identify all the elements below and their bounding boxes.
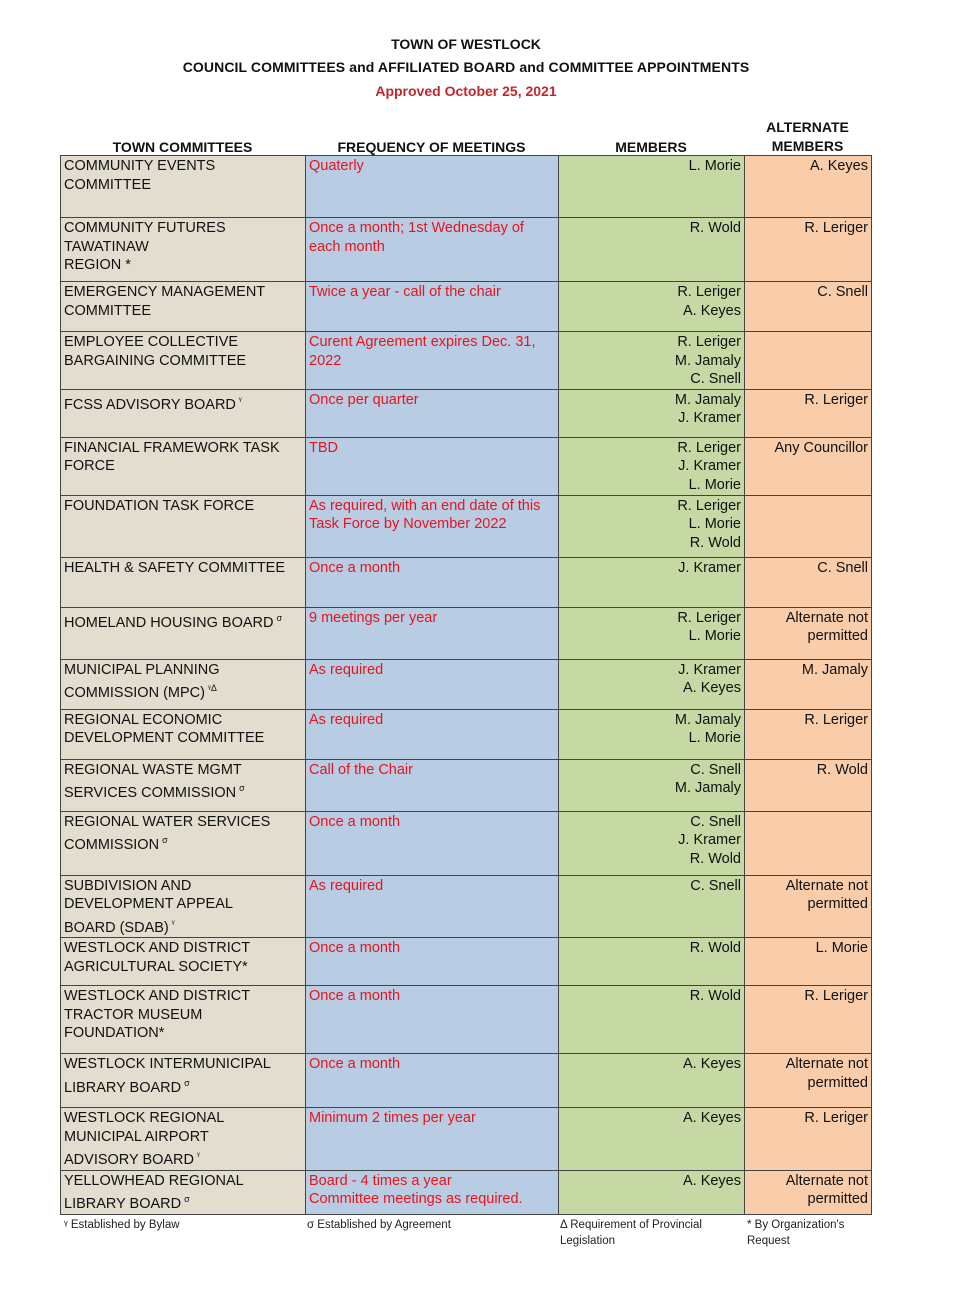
members-cell-line: A. Keyes bbox=[682, 1110, 741, 1126]
committee-cell-line: REGIONAL ECONOMIC bbox=[64, 711, 223, 728]
table-row bbox=[61, 659, 872, 709]
members-cell-line: R. Leriger bbox=[677, 497, 741, 514]
members-cell bbox=[559, 938, 745, 986]
committee-cell-line: REGIONAL WATER SERVICES bbox=[64, 813, 271, 830]
committee-cell-line: COMMISSION (MPC) bbox=[64, 685, 205, 701]
frequency-cell bbox=[306, 938, 559, 986]
committee-cell-last-line bbox=[64, 914, 302, 938]
footnote-organization-line-2: Request bbox=[747, 1235, 790, 1247]
members-cell bbox=[559, 1108, 745, 1171]
committee-cell bbox=[61, 759, 306, 811]
committee-cell bbox=[61, 1170, 306, 1214]
alternate-cell-line: Alternate not bbox=[785, 1172, 868, 1189]
members-cell bbox=[559, 659, 745, 709]
alternate-cell-line: R. Leriger bbox=[804, 220, 868, 236]
table-row bbox=[61, 282, 872, 332]
committee-cell bbox=[61, 1054, 306, 1108]
alternate-cell bbox=[745, 282, 872, 332]
alternate-cell-line: permitted bbox=[807, 628, 868, 644]
members-cell-line: M. Jamaly bbox=[674, 711, 741, 728]
footnote-mark: σ bbox=[162, 835, 168, 845]
members-cell-line: R. Wold bbox=[689, 850, 741, 867]
committee-cell-line: TAWATINAW bbox=[64, 238, 149, 255]
table-row bbox=[61, 495, 872, 557]
members-cell-line: R. Leriger bbox=[677, 439, 741, 456]
committee-cell-line: SUBDIVISION AND bbox=[64, 877, 192, 894]
committee-cell-last-line bbox=[64, 1074, 302, 1098]
members-cell bbox=[559, 1170, 745, 1214]
committee-cell-line: FOUNDATION TASK FORCE bbox=[64, 497, 255, 514]
frequency-cell bbox=[306, 875, 559, 938]
committee-cell-line: BOARD (SDAB) bbox=[64, 919, 169, 936]
frequency-cell-line: Once a month; 1st Wednesday of bbox=[309, 220, 524, 236]
table-row bbox=[61, 389, 872, 437]
committee-cell-line: REGIONAL WASTE MGMT bbox=[64, 761, 242, 778]
alternate-cell bbox=[745, 875, 872, 938]
members-cell bbox=[559, 709, 745, 759]
committee-cell-line: WESTLOCK AND DISTRICT bbox=[64, 988, 251, 1004]
frequency-cell-line: each month bbox=[309, 238, 385, 255]
footnote-mark: σ bbox=[184, 1194, 190, 1204]
table-row bbox=[61, 557, 872, 607]
committee-cell-line: YELLOWHEAD REGIONAL bbox=[64, 1172, 244, 1189]
alternate-cell bbox=[745, 709, 872, 759]
alternate-cell-line: permitted bbox=[807, 1074, 868, 1091]
members-cell bbox=[559, 811, 745, 875]
frequency-cell-line: As required, with an end date of this bbox=[309, 497, 541, 514]
members-cell-line: J. Kramer bbox=[678, 661, 741, 678]
alternate-cell bbox=[745, 607, 872, 659]
members-cell-line: R. Wold bbox=[689, 940, 741, 956]
column-header-members: MEMBERS bbox=[615, 139, 687, 155]
alternate-cell-line: Alternate not bbox=[785, 609, 868, 626]
committee-cell-last-line bbox=[64, 679, 302, 703]
footnote-agreement: σ Established by Agreement bbox=[307, 1219, 451, 1231]
frequency-cell bbox=[306, 495, 559, 557]
committee-cell-line: COMMISSION bbox=[64, 837, 160, 853]
alternate-cell bbox=[745, 218, 872, 282]
footnote-mark: σ bbox=[184, 1077, 190, 1088]
footnote-organization-line-1: * By Organization's bbox=[747, 1219, 845, 1231]
frequency-cell bbox=[306, 389, 559, 437]
committee-cell-line: LIBRARY BOARD bbox=[64, 1196, 182, 1212]
alternate-cell bbox=[745, 811, 872, 875]
committee-cell-last-line bbox=[64, 609, 302, 633]
members-cell-line: L. Morie bbox=[688, 516, 741, 532]
alternate-cell bbox=[745, 1054, 872, 1108]
appointments-table-body bbox=[61, 156, 872, 1215]
members-cell bbox=[559, 218, 745, 282]
alternate-cell bbox=[745, 332, 872, 390]
alternate-cell-line: permitted bbox=[807, 1191, 868, 1207]
members-cell-line: A. Keyes bbox=[682, 1172, 741, 1189]
committee-cell-line: EMPLOYEE COLLECTIVE bbox=[64, 334, 239, 350]
frequency-cell-line: Twice a year - call of the chair bbox=[309, 284, 501, 300]
members-cell bbox=[559, 557, 745, 607]
frequency-cell-line: Quaterly bbox=[309, 158, 364, 174]
table-row bbox=[61, 709, 872, 759]
alternate-cell-line: R. Wold bbox=[816, 761, 868, 778]
alternate-cell-line: M. Jamaly bbox=[801, 661, 868, 678]
table-row bbox=[61, 986, 872, 1054]
alternate-cell bbox=[745, 495, 872, 557]
table-row bbox=[61, 437, 872, 495]
committee-cell-line: COMMUNITY FUTURES bbox=[64, 220, 226, 236]
committee-cell bbox=[61, 811, 306, 875]
members-cell-line: R. Leriger bbox=[677, 284, 741, 300]
table-row bbox=[61, 938, 872, 986]
table-row bbox=[61, 332, 872, 390]
members-cell bbox=[559, 156, 745, 218]
members-cell bbox=[559, 986, 745, 1054]
members-cell bbox=[559, 437, 745, 495]
committee-cell-last-line bbox=[64, 391, 302, 415]
members-cell-line: L. Morie bbox=[688, 628, 741, 644]
committee-cell-line: DEVELOPMENT APPEAL bbox=[64, 896, 233, 912]
committee-cell bbox=[61, 1108, 306, 1171]
alternate-cell-line: A. Keyes bbox=[809, 158, 868, 174]
members-cell-line: R. Leriger bbox=[677, 609, 741, 626]
frequency-cell-line: As required bbox=[309, 877, 384, 894]
frequency-cell-line: 9 meetings per year bbox=[309, 609, 438, 626]
members-cell-line: L. Morie bbox=[688, 476, 741, 493]
members-cell-line: C. Snell bbox=[690, 877, 741, 894]
members-cell bbox=[559, 1054, 745, 1108]
footnote-provincial-line-1: Δ Requirement of Provincial bbox=[560, 1219, 702, 1231]
committee-cell-line: COMMITTEE bbox=[64, 176, 151, 193]
frequency-cell-line: Board - 4 times a year bbox=[309, 1172, 452, 1189]
committee-cell-line: DEVELOPMENT COMMITTEE bbox=[64, 730, 265, 746]
committee-cell bbox=[61, 659, 306, 709]
alternate-cell-line: R. Leriger bbox=[804, 391, 868, 408]
footnote-bylaw: ᵞ Established by Bylaw bbox=[64, 1219, 180, 1231]
alternate-cell-line: R. Leriger bbox=[804, 1110, 868, 1126]
members-cell bbox=[559, 607, 745, 659]
table-row bbox=[61, 1108, 872, 1171]
alternate-cell bbox=[745, 437, 872, 495]
members-cell-line: R. Wold bbox=[689, 220, 741, 236]
committee-cell-line: AGRICULTURAL SOCIETY* bbox=[64, 958, 248, 975]
approval-date: Approved October 25, 2021 bbox=[375, 83, 557, 99]
alternate-cell-line: C. Snell bbox=[817, 284, 868, 300]
committee-cell bbox=[61, 709, 306, 759]
frequency-cell bbox=[306, 1108, 559, 1171]
frequency-cell-line: As required bbox=[309, 661, 384, 678]
committee-cell bbox=[61, 437, 306, 495]
alternate-cell bbox=[745, 659, 872, 709]
alternate-cell bbox=[745, 938, 872, 986]
committee-cell-line: WESTLOCK INTERMUNICIPAL bbox=[64, 1056, 271, 1072]
alternate-cell-line: Any Councillor bbox=[774, 439, 868, 456]
members-cell bbox=[559, 389, 745, 437]
footnote-mark: σ bbox=[239, 783, 245, 793]
committee-cell bbox=[61, 495, 306, 557]
committee-cell-line: REGION * bbox=[64, 257, 131, 273]
committee-cell-line: FOUNDATION* bbox=[64, 1025, 165, 1041]
members-cell-line: A. Keyes bbox=[682, 680, 741, 696]
committee-cell-line: MUNICIPAL PLANNING bbox=[64, 661, 220, 678]
frequency-cell-line: Curent Agreement expires Dec. 31, bbox=[309, 334, 536, 350]
frequency-cell-line: TBD bbox=[309, 439, 338, 456]
frequency-cell-line: Once a month bbox=[309, 1056, 401, 1072]
members-cell bbox=[559, 875, 745, 938]
members-cell-line: L. Morie bbox=[688, 158, 741, 174]
members-cell-line: R. Wold bbox=[689, 534, 741, 551]
committee-cell bbox=[61, 557, 306, 607]
members-cell-line: C. Snell bbox=[690, 371, 741, 387]
alternate-cell-line: L. Morie bbox=[815, 940, 868, 956]
alternate-cell bbox=[745, 759, 872, 811]
members-cell-line: A. Keyes bbox=[682, 1056, 741, 1072]
members-cell bbox=[559, 495, 745, 557]
frequency-cell bbox=[306, 811, 559, 875]
committee-cell-line: MUNICIPAL AIRPORT bbox=[64, 1128, 209, 1145]
footnote-mark: ᵞ bbox=[197, 1150, 200, 1160]
committee-cell bbox=[61, 282, 306, 332]
frequency-cell-line: Committee meetings as required. bbox=[309, 1191, 523, 1207]
column-header-alternate-line-1: ALTERNATE bbox=[766, 119, 849, 135]
alternate-cell-line: R. Leriger bbox=[804, 988, 868, 1004]
alternate-cell-line: C. Snell bbox=[817, 559, 868, 576]
members-cell-line: R. Wold bbox=[689, 988, 741, 1004]
alternate-cell bbox=[745, 389, 872, 437]
frequency-cell-line: As required bbox=[309, 711, 384, 728]
frequency-cell bbox=[306, 1170, 559, 1214]
frequency-cell bbox=[306, 218, 559, 282]
committee-cell-line: FINANCIAL FRAMEWORK TASK bbox=[64, 439, 280, 456]
alternate-cell-line: Alternate not bbox=[785, 877, 868, 894]
committee-cell-line: BARGAINING COMMITTEE bbox=[64, 352, 247, 369]
frequency-cell-line: Call of the Chair bbox=[309, 761, 413, 778]
table-row bbox=[61, 875, 872, 938]
footnote-mark: σ bbox=[276, 612, 283, 623]
committee-cell-line: COMMITTEE bbox=[64, 302, 151, 319]
committee-cell bbox=[61, 875, 306, 938]
committee-cell bbox=[61, 156, 306, 218]
frequency-cell bbox=[306, 437, 559, 495]
committee-cell bbox=[61, 986, 306, 1054]
frequency-cell bbox=[306, 282, 559, 332]
frequency-cell bbox=[306, 557, 559, 607]
frequency-cell-line: 2022 bbox=[309, 352, 342, 369]
frequency-cell bbox=[306, 659, 559, 709]
footnote-provincial bbox=[560, 1217, 702, 1249]
members-cell bbox=[559, 332, 745, 390]
table-row bbox=[61, 156, 872, 218]
appointments-table bbox=[60, 155, 872, 1215]
footnote-provincial-line-2: Legislation bbox=[560, 1235, 615, 1247]
table-row bbox=[61, 607, 872, 659]
members-cell-line: A. Keyes bbox=[682, 302, 741, 319]
committee-cell-last-line bbox=[64, 831, 302, 855]
committee-cell-line: WESTLOCK AND DISTRICT bbox=[64, 940, 251, 956]
committee-cell-line: FORCE bbox=[64, 458, 115, 474]
column-header-committee: TOWN COMMITTEES bbox=[112, 139, 253, 155]
committee-cell-last-line bbox=[64, 1190, 302, 1214]
column-header-frequency: FREQUENCY OF MEETINGS bbox=[337, 139, 526, 155]
committee-cell bbox=[61, 607, 306, 659]
footnote-mark: ᵞΔ bbox=[207, 683, 217, 693]
committee-cell-line: FCSS ADVISORY BOARD bbox=[64, 396, 236, 413]
committee-cell-line: HEALTH & SAFETY COMMITTEE bbox=[64, 559, 286, 576]
frequency-cell-line: Once a month bbox=[309, 813, 401, 830]
alternate-cell bbox=[745, 557, 872, 607]
members-cell bbox=[559, 759, 745, 811]
members-cell-line: J. Kramer bbox=[678, 410, 741, 426]
committee-cell-line: LIBRARY BOARD bbox=[64, 1079, 182, 1096]
footnote-organization bbox=[747, 1217, 844, 1249]
table-row bbox=[61, 218, 872, 282]
frequency-cell-line: Once a month bbox=[309, 988, 401, 1004]
column-header-alternate bbox=[744, 118, 871, 156]
alternate-cell-line: R. Leriger bbox=[804, 711, 868, 728]
alternate-cell bbox=[745, 986, 872, 1054]
frequency-cell bbox=[306, 1054, 559, 1108]
members-cell-line: C. Snell bbox=[690, 761, 741, 778]
alternate-cell bbox=[745, 156, 872, 218]
footnote-mark: ᵞ bbox=[238, 394, 242, 405]
members-cell-line: M. Jamaly bbox=[674, 391, 741, 408]
committee-cell bbox=[61, 938, 306, 986]
committee-cell-last-line bbox=[64, 779, 302, 803]
town-name: TOWN OF WESTLOCK bbox=[391, 36, 541, 52]
members-cell bbox=[559, 282, 745, 332]
table-row bbox=[61, 1054, 872, 1108]
committee-cell bbox=[61, 389, 306, 437]
frequency-cell bbox=[306, 759, 559, 811]
committee-cell-line: ADVISORY BOARD bbox=[64, 1152, 195, 1168]
alternate-cell-line: Alternate not bbox=[785, 1056, 868, 1072]
members-cell-line: J. Kramer bbox=[678, 832, 741, 848]
frequency-cell-line: Task Force by November 2022 bbox=[309, 516, 507, 532]
frequency-cell-line: Minimum 2 times per year bbox=[309, 1110, 476, 1126]
committee-cell bbox=[61, 218, 306, 282]
frequency-cell bbox=[306, 156, 559, 218]
alternate-cell-line: permitted bbox=[807, 896, 868, 912]
members-cell-line: L. Morie bbox=[688, 730, 741, 746]
members-cell-line: C. Snell bbox=[690, 813, 741, 830]
alternate-cell bbox=[745, 1170, 872, 1214]
committee-cell-line: WESTLOCK REGIONAL bbox=[64, 1110, 225, 1126]
frequency-cell bbox=[306, 709, 559, 759]
committee-cell-last-line bbox=[64, 1146, 302, 1170]
committee-cell-line: TRACTOR MUSEUM bbox=[64, 1006, 203, 1023]
committee-cell-line: HOMELAND HOUSING BOARD bbox=[64, 614, 274, 631]
members-cell-line: M. Jamaly bbox=[674, 352, 741, 369]
table-row bbox=[61, 759, 872, 811]
members-cell-line: R. Leriger bbox=[677, 334, 741, 350]
table-row bbox=[61, 811, 872, 875]
column-header-alternate-line-2: MEMBERS bbox=[771, 138, 844, 154]
members-cell-line: J. Kramer bbox=[678, 559, 741, 576]
committee-cell-line: COMMUNITY EVENTS bbox=[64, 158, 216, 174]
alternate-cell bbox=[745, 1108, 872, 1171]
members-cell-line: M. Jamaly bbox=[674, 780, 741, 796]
frequency-cell bbox=[306, 986, 559, 1054]
committee-cell-line: SERVICES COMMISSION bbox=[64, 785, 237, 801]
table-row bbox=[61, 1170, 872, 1214]
frequency-cell-line: Once per quarter bbox=[309, 391, 419, 408]
committee-cell bbox=[61, 332, 306, 390]
frequency-cell bbox=[306, 332, 559, 390]
document-title: COUNCIL COMMITTEES and AFFILIATED BOARD and COMMITTEE APPOINTMENTS bbox=[182, 59, 750, 75]
committee-cell-line: EMERGENCY MANAGEMENT bbox=[64, 284, 266, 300]
frequency-cell-line: Once a month bbox=[309, 559, 401, 576]
footnote-mark: ᵞ bbox=[171, 917, 175, 928]
frequency-cell-line: Once a month bbox=[309, 940, 401, 956]
document-header bbox=[0, 36, 932, 99]
frequency-cell bbox=[306, 607, 559, 659]
members-cell-line: J. Kramer bbox=[678, 458, 741, 474]
